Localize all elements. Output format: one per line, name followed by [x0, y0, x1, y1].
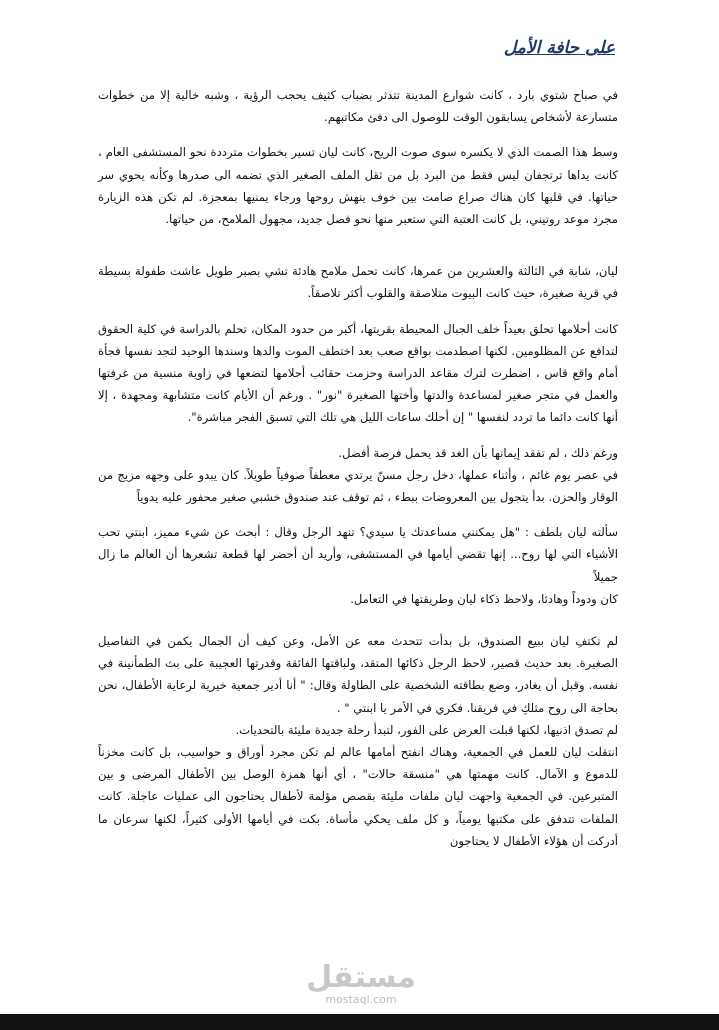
paragraph-9: لم تكتفِ ليان ببيع الصندوق، بل بدأت تتحدث معه عن الأمل، وعن كيف أن الجمال يكمن في التفاصيل الصغيرة. بعد حديث قصير، لاحظ الرجل ذكائها المتقد، ولباقتها الفائقة وقدرتها العجيبة على بث الطمأنينة في نفسه. وقبل أن يغادر، وضع بطاقته الشخصية على الطاولة وقال: " أنا أدير جمعية خيرية لرعاية الأطفال، نحن بحاجة الى روح مثلكِ في فريقنا. فكري في الأمر يا ابنتي " .: [98, 634, 618, 715]
paragraph-10: لم تصدق اذنيها، لكنها قبلت العرض على الفور، لتبدأ رحلة جديدة مليئة بالتحديات.: [235, 722, 618, 737]
paragraph-7: سألته ليان بلطف : "هل يمكنني مساعدتك يا سيدي؟ تنهد الرجل وقال : أبحث عن شيء مميز، ابنتي تحب الأشياء التي لها روح... إنها تقضي أيامها في المستشفى، وأريد أن أحضر لها قطعة تشعرها أن العالم ما زال جميلاً: [98, 525, 618, 584]
paragraph-2: وسط هذا الصمت الذي لا يكسره سوى صوت الريح، كانت ليان تسير بخطوات مترددة نحو المستشفى العام ، كانت يداها ترتجفان ليس فقط من البرد بل من ثقل الملف الصغير الذي تضمه الى صدرها وكأنه يحوي سر حياتها. في قلبها كان هناك صراع صامت بين خوف ينهش روحها ورجاء يمنيها بمعجزة. لم تكن هذه الزيارة مجرد موعد روتيني، بل كانت العتبة التي ستعبر منها نحو فصل جديد، مجهول الملامح، من حياتها.: [98, 145, 618, 227]
paragraph-1: في صباح شتوي بارد ، كانت شوارع المدينة تتدثر بضباب كثيف يحجب الرؤية ، وشبه خالية إلا من خطوات متسارعة لأشخاص يسابقون الوقت للوصول الى دفئ مكاتبهم.: [98, 88, 618, 125]
paragraph-8: كان ودوداً وهادئا، ولاحظ ذكاء ليان وطريقتها في التعامل.: [350, 591, 618, 606]
paragraph-4: كانت أحلامها تحلق بعيداً خلف الجبال المحيطة بقريتها، أكبر من حدود المكان، تحلم بالدراسة في كلية الحقوق لتدافع عن المظلومين. لكنها اصطدمت بواقع صعب بعد اختطف الموت والدها وسندها الوحيد لتجد نفسها فجأة أمام واقع قاس ، اضطرت لترك مقاعد الدراسة وحزمت حقائب أحلامها لتضعها في زاوية منسية من غرفتها والعمل في متجر صغير لمساعدة والدتها وأختها الصغيرة "نور" . ورغم أن الأيام كانت متشابهة ومجهدة ، إلا أنها كانت دائما ما تردد لنفسها " إن أحلك ساعات الليل هي تلك التي تسبق الفجر مباشرة".: [98, 321, 618, 425]
paragraph-5: ورغم ذلك ، لم تفقد إيمانها بأن الغد قد يحمل فرصة أفضل.: [338, 445, 618, 460]
document-body: [98, 84, 618, 852]
watermark-logo: [291, 962, 431, 1006]
paragraph-3: ليان، شابة في الثالثة والعشرين من عمرها، كانت تحمل ملامح هادئة تشي بصبر طويل عاشت طفولة بسيطة في قرية صغيرة، حيث كانت البيوت متلاصقة والقلوب أكثر تلاصقاً.: [98, 264, 618, 301]
paragraph-6: في عصر يوم غائم ، وأثناء عملها، دخل رجل مسنّ يرتدي معطفاً صوفياً طويلاً. كان يبدو على وجهه مزيج من الوقار والحزن. بدأ يتجول بين المعروضات ببطء ، ثم توقف عند صندوق خشبي صغير محفور عليه يدوياً: [98, 467, 618, 505]
bottom-border-bar: [0, 1014, 719, 1030]
paragraph-11: انتقلت ليان للعمل في الجمعية، وهناك انفتح أمامها عالم لم تكن مجرد أوراق و حواسيب، بل كانت مخزناً للدموع و الآمال. كانت مهمتها هي "منسقة حالات" ، أي أنها همزة الوصل بين الأطفال المرضى و بين المتبرعين. في الجمعية واجهت ليان ملفات مليئة بقصص مؤلمة لأطفال يحتاجون الى عمليات عاجلة. كانت الملفات تتدفق على مكتبها يومياً، و كل ملف يحكي مأساة. بكت في أيامها الأولى كثيراً، لكنها سرعان ما أدركت أن هؤلاء الأطفال لا يحتاجون: [98, 745, 618, 848]
watermark-logo-text: مستقل: [306, 960, 416, 995]
document-title: على حافة الأمل: [503, 38, 615, 58]
watermark-domain: mostaql.com: [325, 993, 397, 1006]
